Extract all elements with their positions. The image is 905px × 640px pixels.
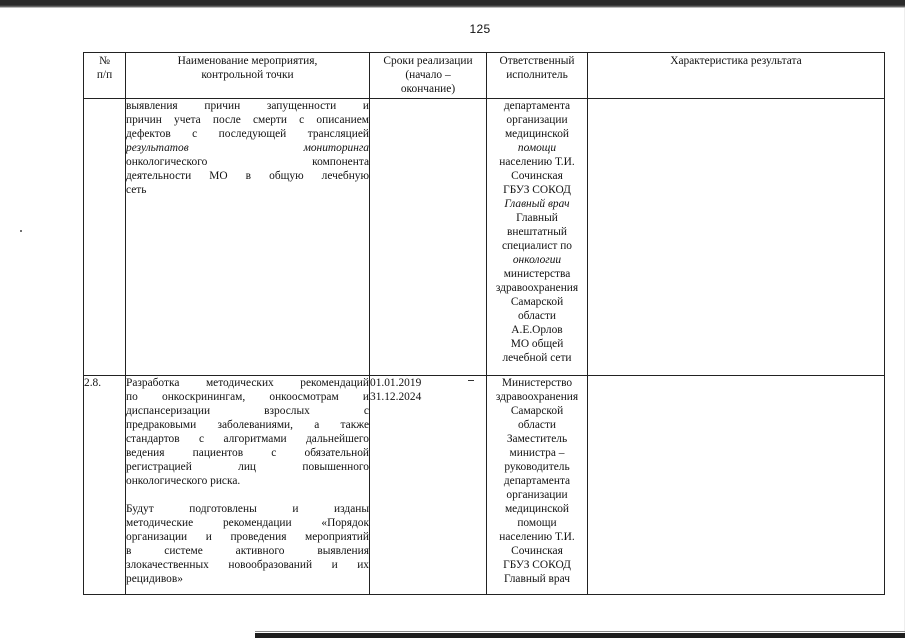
responsible-line: специалист по — [501, 240, 572, 252]
responsible-line: департамента — [503, 475, 571, 487]
responsible-line: организации — [506, 489, 568, 501]
responsible-line: министра – — [509, 447, 565, 459]
header-responsible-line: Ответственный — [499, 55, 575, 67]
name-line: диспансеризации взрослых с — [126, 405, 369, 417]
table-row — [84, 99, 885, 376]
responsible-line: помощи — [517, 517, 557, 529]
header-result-line: Характеристика результата — [670, 55, 802, 67]
responsible-line: Главный — [516, 212, 558, 224]
cell-terms — [370, 376, 487, 595]
table-row — [84, 376, 885, 595]
header-terms-line: окончание) — [400, 83, 456, 95]
responsible-line: ГБУЗ СОКОД — [503, 184, 571, 196]
table-header-row — [84, 53, 885, 99]
header-name — [126, 53, 370, 99]
name-line: причин учета после смерти с описанием — [126, 114, 369, 126]
scan-speck — [20, 230, 22, 232]
responsible-line: здравоохранения — [495, 282, 579, 294]
name-line: стандартов с алгоритмами дальнейшего — [126, 433, 369, 445]
scan-bottom-edge-thin — [255, 631, 905, 632]
name-line: Будут подготовлены и изданы — [126, 503, 369, 515]
scan-right-edge — [890, 8, 905, 633]
responsible-line: Самарской — [510, 405, 564, 417]
name-line: сеть — [126, 184, 147, 196]
header-name-line: контрольной точки — [201, 69, 294, 81]
responsible-line: руководитель — [504, 461, 570, 473]
responsible-line: медицинской — [504, 128, 570, 140]
name-line: ведения пациентов с обязательной — [126, 447, 369, 459]
scan-bottom-edge — [255, 633, 905, 638]
header-num-line: п/п — [96, 69, 113, 81]
responsible-line: населению Т.И. — [499, 156, 575, 168]
responsible-line: Главный врач — [504, 198, 570, 210]
responsible-line: Заместитель — [506, 433, 568, 445]
responsible-line: помощи — [517, 142, 557, 154]
responsible-line: области — [517, 310, 557, 322]
responsible-line: онкологии — [512, 254, 562, 266]
name-line: злокачественных новообразований и их — [126, 559, 369, 571]
responsible-line: Сочинская — [511, 170, 563, 182]
name-line: организации и проведения мероприятий — [126, 531, 369, 543]
header-terms-line: Сроки реализации — [383, 55, 473, 67]
name-line: результатов мониторинга — [126, 142, 369, 154]
cell-result — [588, 376, 885, 595]
header-responsible-line: исполнитель — [506, 69, 568, 81]
name-line: методические рекомендации «Порядок — [126, 517, 369, 529]
cell-num: 2.8. — [84, 376, 126, 595]
name-line: в системе активного выявления — [126, 545, 369, 557]
page-number: 125 — [469, 22, 491, 36]
responsible-line: медицинской — [504, 503, 570, 515]
responsible-line: Самарской — [510, 296, 564, 308]
responsible-line: Министерство — [501, 377, 573, 389]
name-line: онкологического компонента — [126, 156, 369, 168]
terms-start: 01.01.2019 — [370, 377, 422, 389]
header-num-line: № — [99, 55, 110, 67]
responsible-line: внештатный — [506, 226, 567, 238]
header-num — [84, 53, 126, 99]
cell-responsible — [487, 376, 588, 595]
responsible-line: Сочинская — [511, 545, 563, 557]
name-line: Разработка методических рекомендаций — [126, 377, 369, 389]
cell-num — [84, 99, 126, 376]
cell-responsible — [487, 99, 588, 376]
header-responsible — [487, 53, 588, 99]
responsible-line: области — [517, 419, 557, 431]
paragraph-gap — [126, 488, 369, 502]
responsible-line: ГБУЗ СОКОД — [503, 559, 571, 571]
header-terms-line: (начало – — [405, 69, 451, 81]
name-line: выявления причин запущенности и — [126, 100, 369, 112]
scan-top-edge — [0, 0, 905, 8]
terms-end: 31.12.2024 — [370, 391, 422, 403]
name-line: по онкоскринингам, онкоосмотрам и — [126, 391, 369, 403]
responsible-line: лечебной сети — [502, 352, 572, 364]
name-line: онкологического риска. — [126, 475, 241, 487]
responsible-line: А.Е.Орлов — [511, 324, 563, 336]
name-line: регистрацией лиц повышенного — [126, 461, 369, 473]
cell-name — [126, 376, 370, 595]
scan-mark — [468, 380, 474, 381]
responsible-line: организации — [506, 114, 568, 126]
responsible-line: Главный врач — [504, 573, 570, 585]
header-name-line: Наименование мероприятия, — [177, 55, 318, 67]
cell-name — [126, 99, 370, 376]
responsible-line: министерства — [503, 268, 571, 280]
activities-table — [83, 52, 885, 595]
responsible-line: населению Т.И. — [499, 531, 575, 543]
header-result — [588, 53, 885, 99]
responsible-line: здравоохранения — [495, 391, 579, 403]
name-line: предраковыми заболеваниями, а также — [126, 419, 369, 431]
name-line: деятельности МО в общую лечебную — [126, 170, 369, 182]
header-terms — [370, 53, 487, 99]
responsible-line: МО общей — [510, 338, 564, 350]
responsible-line: департамента — [503, 100, 571, 112]
cell-terms — [370, 99, 487, 376]
cell-result — [588, 99, 885, 376]
name-line: дефектов с последующей трансляцией — [126, 128, 369, 140]
name-line: рецидивов» — [126, 573, 183, 585]
